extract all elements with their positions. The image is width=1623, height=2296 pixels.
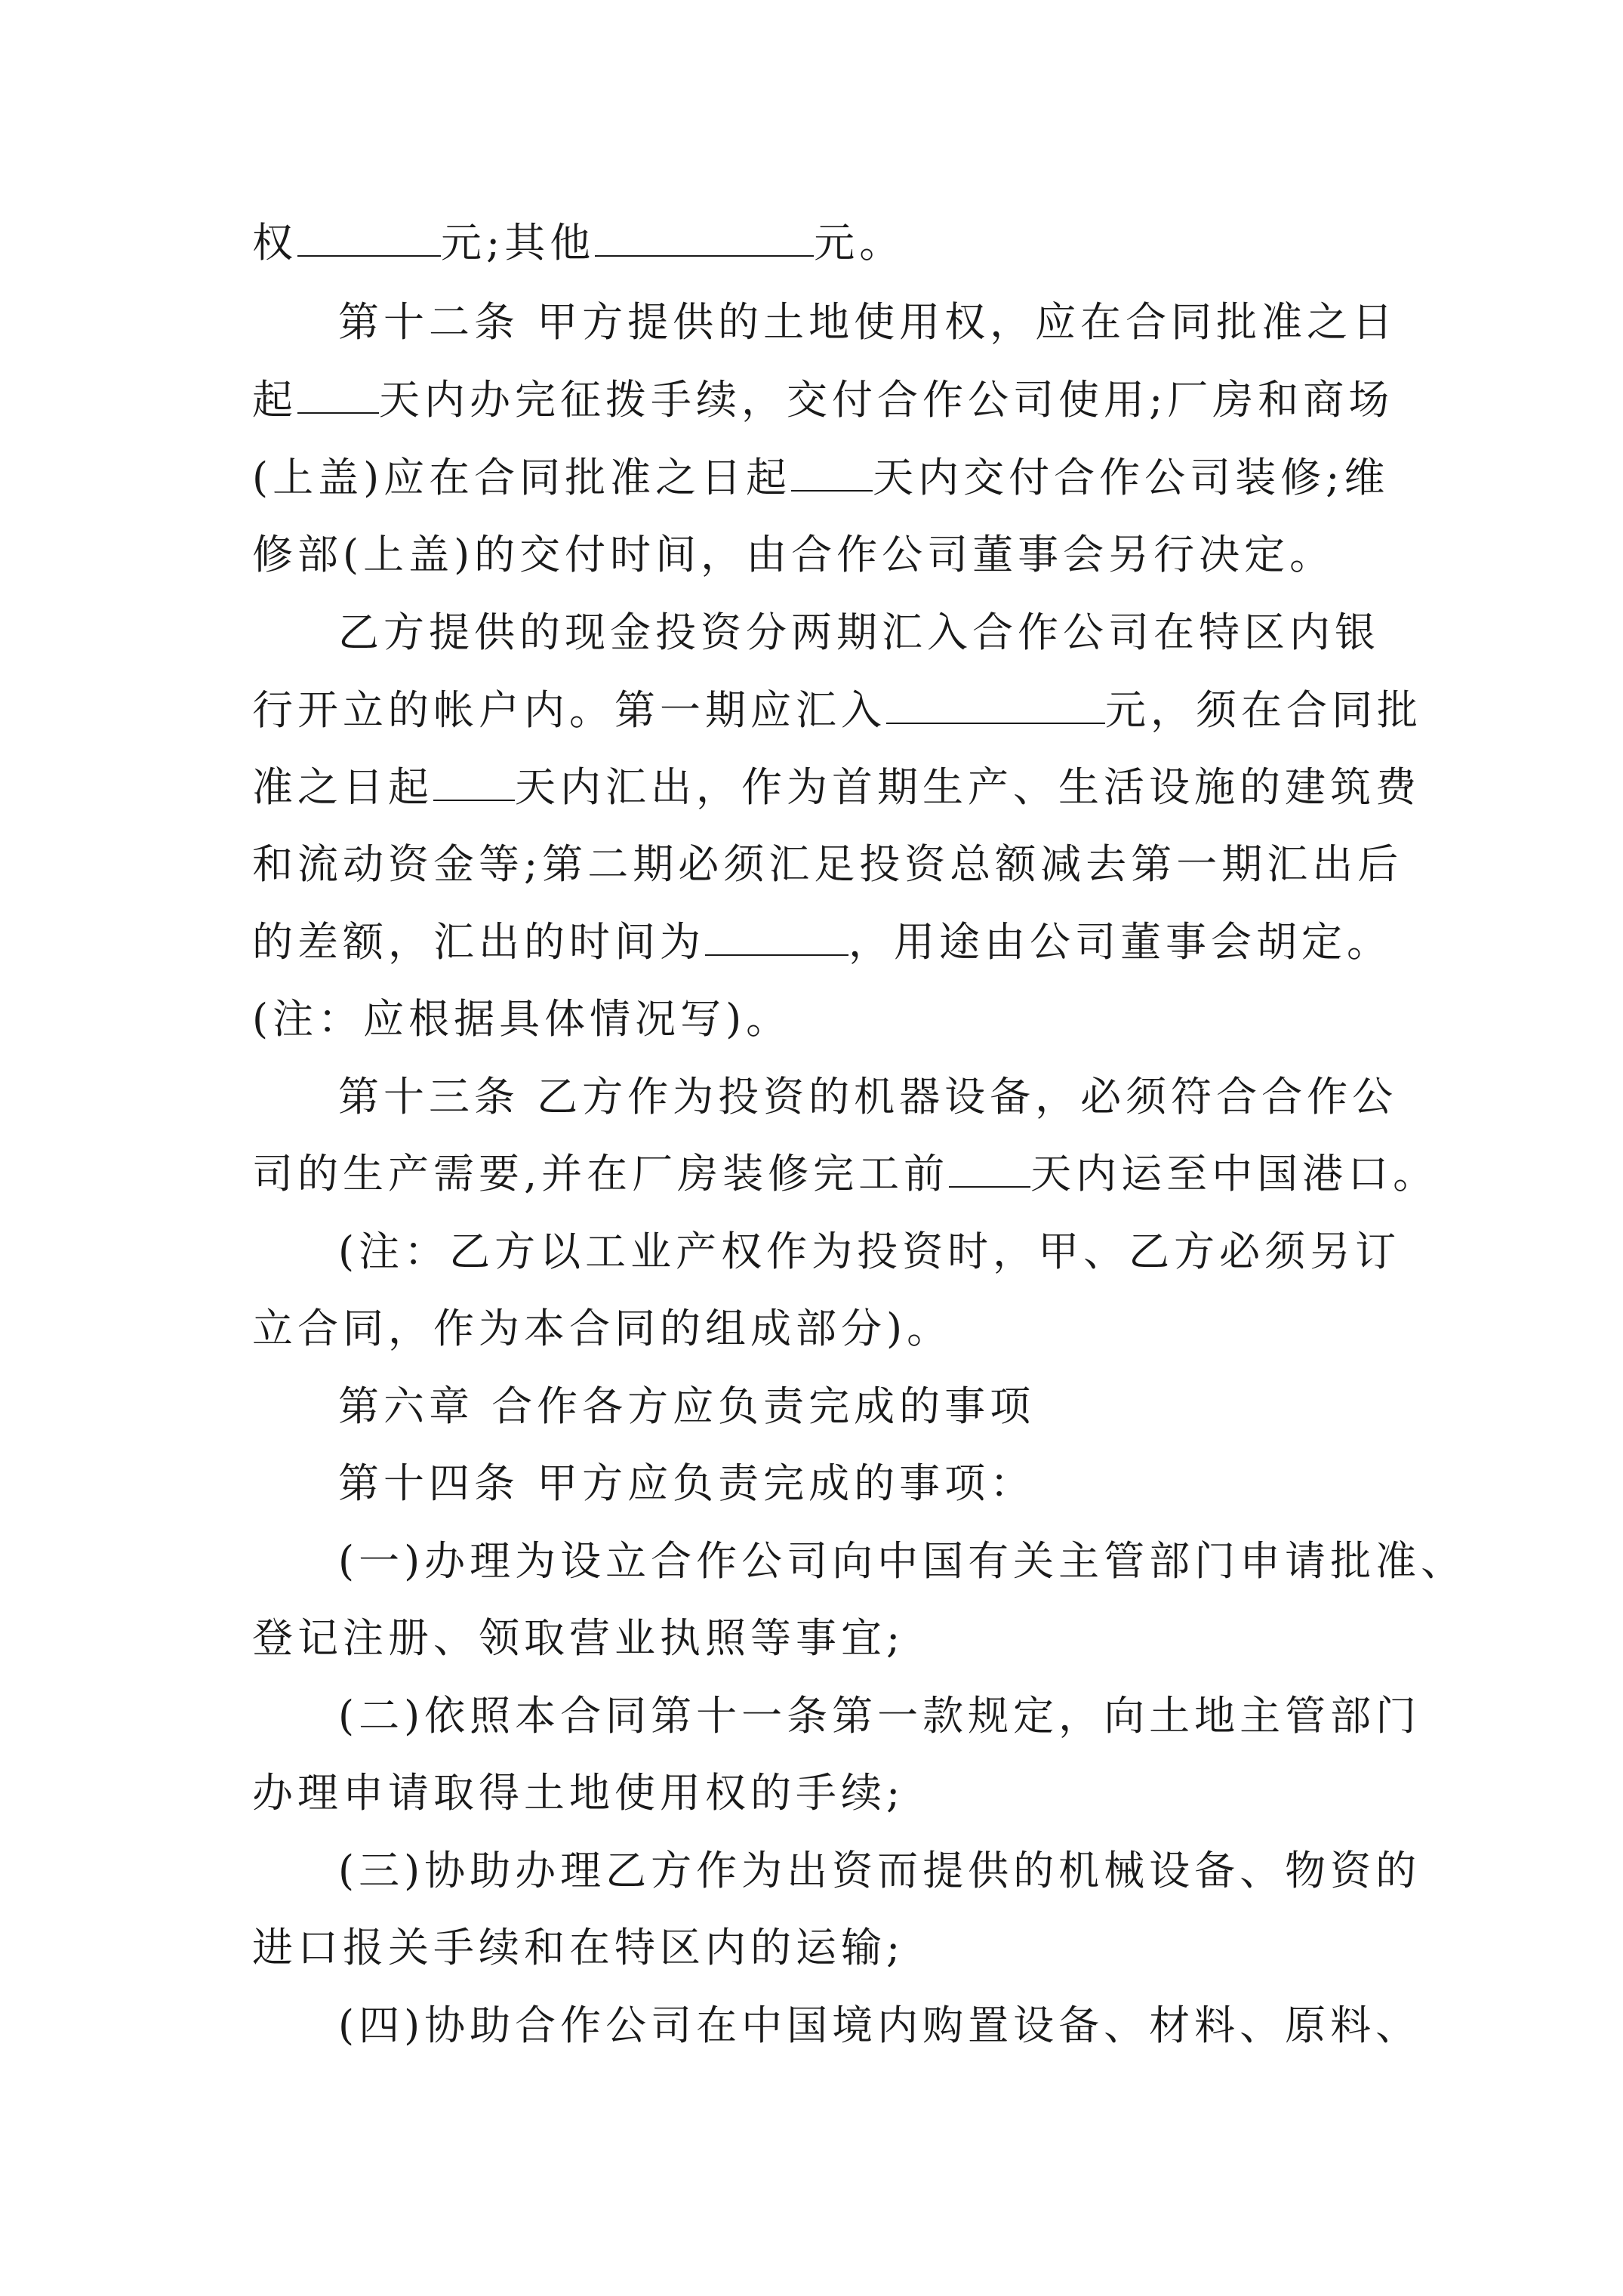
- paragraph-start: 乙方提供的现金投资分两期汇入合作公司在特区内银: [338, 609, 1380, 656]
- fill-blank: [886, 688, 1105, 724]
- fill-blank: [297, 378, 379, 414]
- article-12-heading: 第十二条 甲方提供的土地使用权，应在合同批准之日: [338, 298, 1398, 346]
- list-item: (三)协助办理乙方作为出资而提供的机械设备、物资的: [338, 1847, 1421, 1894]
- text-line: 登记注册、领取营业执照等事宜;: [252, 1614, 905, 1662]
- text-line: 修部(上盖)的交付时间，由合作公司董事会另行决定。: [252, 531, 1335, 578]
- text-line: 权 元;其他 元。: [252, 219, 905, 267]
- fill-blank: [791, 455, 873, 492]
- text-line: 准之日起 天内汇出，作为首期生产、生活设施的建筑费: [252, 763, 1421, 811]
- text-line: 进口报关手续和在特区内的运输;: [252, 1924, 905, 1971]
- fill-blank: [433, 765, 515, 801]
- list-item: (一)办理为设立合作公司向中国有关主管部门申请批准、: [338, 1537, 1467, 1585]
- text-line: 和流动资金等;第二期必须汇足投资总额减去第一期汇出后: [252, 840, 1403, 888]
- article-14-heading: 第十四条 甲方应负责完成的事项：: [338, 1459, 1036, 1507]
- note-line: (注：应根据具体情况写)。: [252, 995, 792, 1043]
- text-line: 立合同，作为本合同的组成部分)。: [252, 1305, 953, 1352]
- article-13-heading: 第十三条 乙方作为投资的机器设备，必须符合合作公: [338, 1073, 1398, 1120]
- text-line: (上盖)应在合同批准之日起 天内交付合作公司装修;维: [252, 454, 1390, 501]
- text-line: 行开立的帐户内。第一期应汇入 元，须在合同批: [252, 686, 1422, 734]
- note-line: (注：乙方以工业产权作为投资时，甲、乙方必须另订: [338, 1228, 1401, 1275]
- text-line: 司的生产需要,并在厂房装修完工前 天内运至中国港口。: [252, 1150, 1439, 1197]
- fill-blank: [595, 220, 814, 257]
- fill-blank: [705, 920, 848, 956]
- fill-blank: [949, 1151, 1030, 1188]
- list-item: (四)协助合作公司在中国境内购置设备、材料、原料、: [338, 2002, 1421, 2049]
- text-line: 的差额，汇出的时间为 ，用途由公司董事会胡定。: [252, 918, 1392, 966]
- text-line: 办理申请取得土地使用权的手续;: [252, 1769, 905, 1817]
- text-line: 起 天内办完征拨手续，交付合作公司使用;厂房和商场: [252, 376, 1394, 424]
- fill-blank: [297, 220, 441, 257]
- list-item: (二)依照本合同第十一条第一款规定，向土地主管部门: [338, 1692, 1421, 1740]
- chapter-6-heading: 第六章 合作各方应负责完成的事项: [338, 1382, 1036, 1430]
